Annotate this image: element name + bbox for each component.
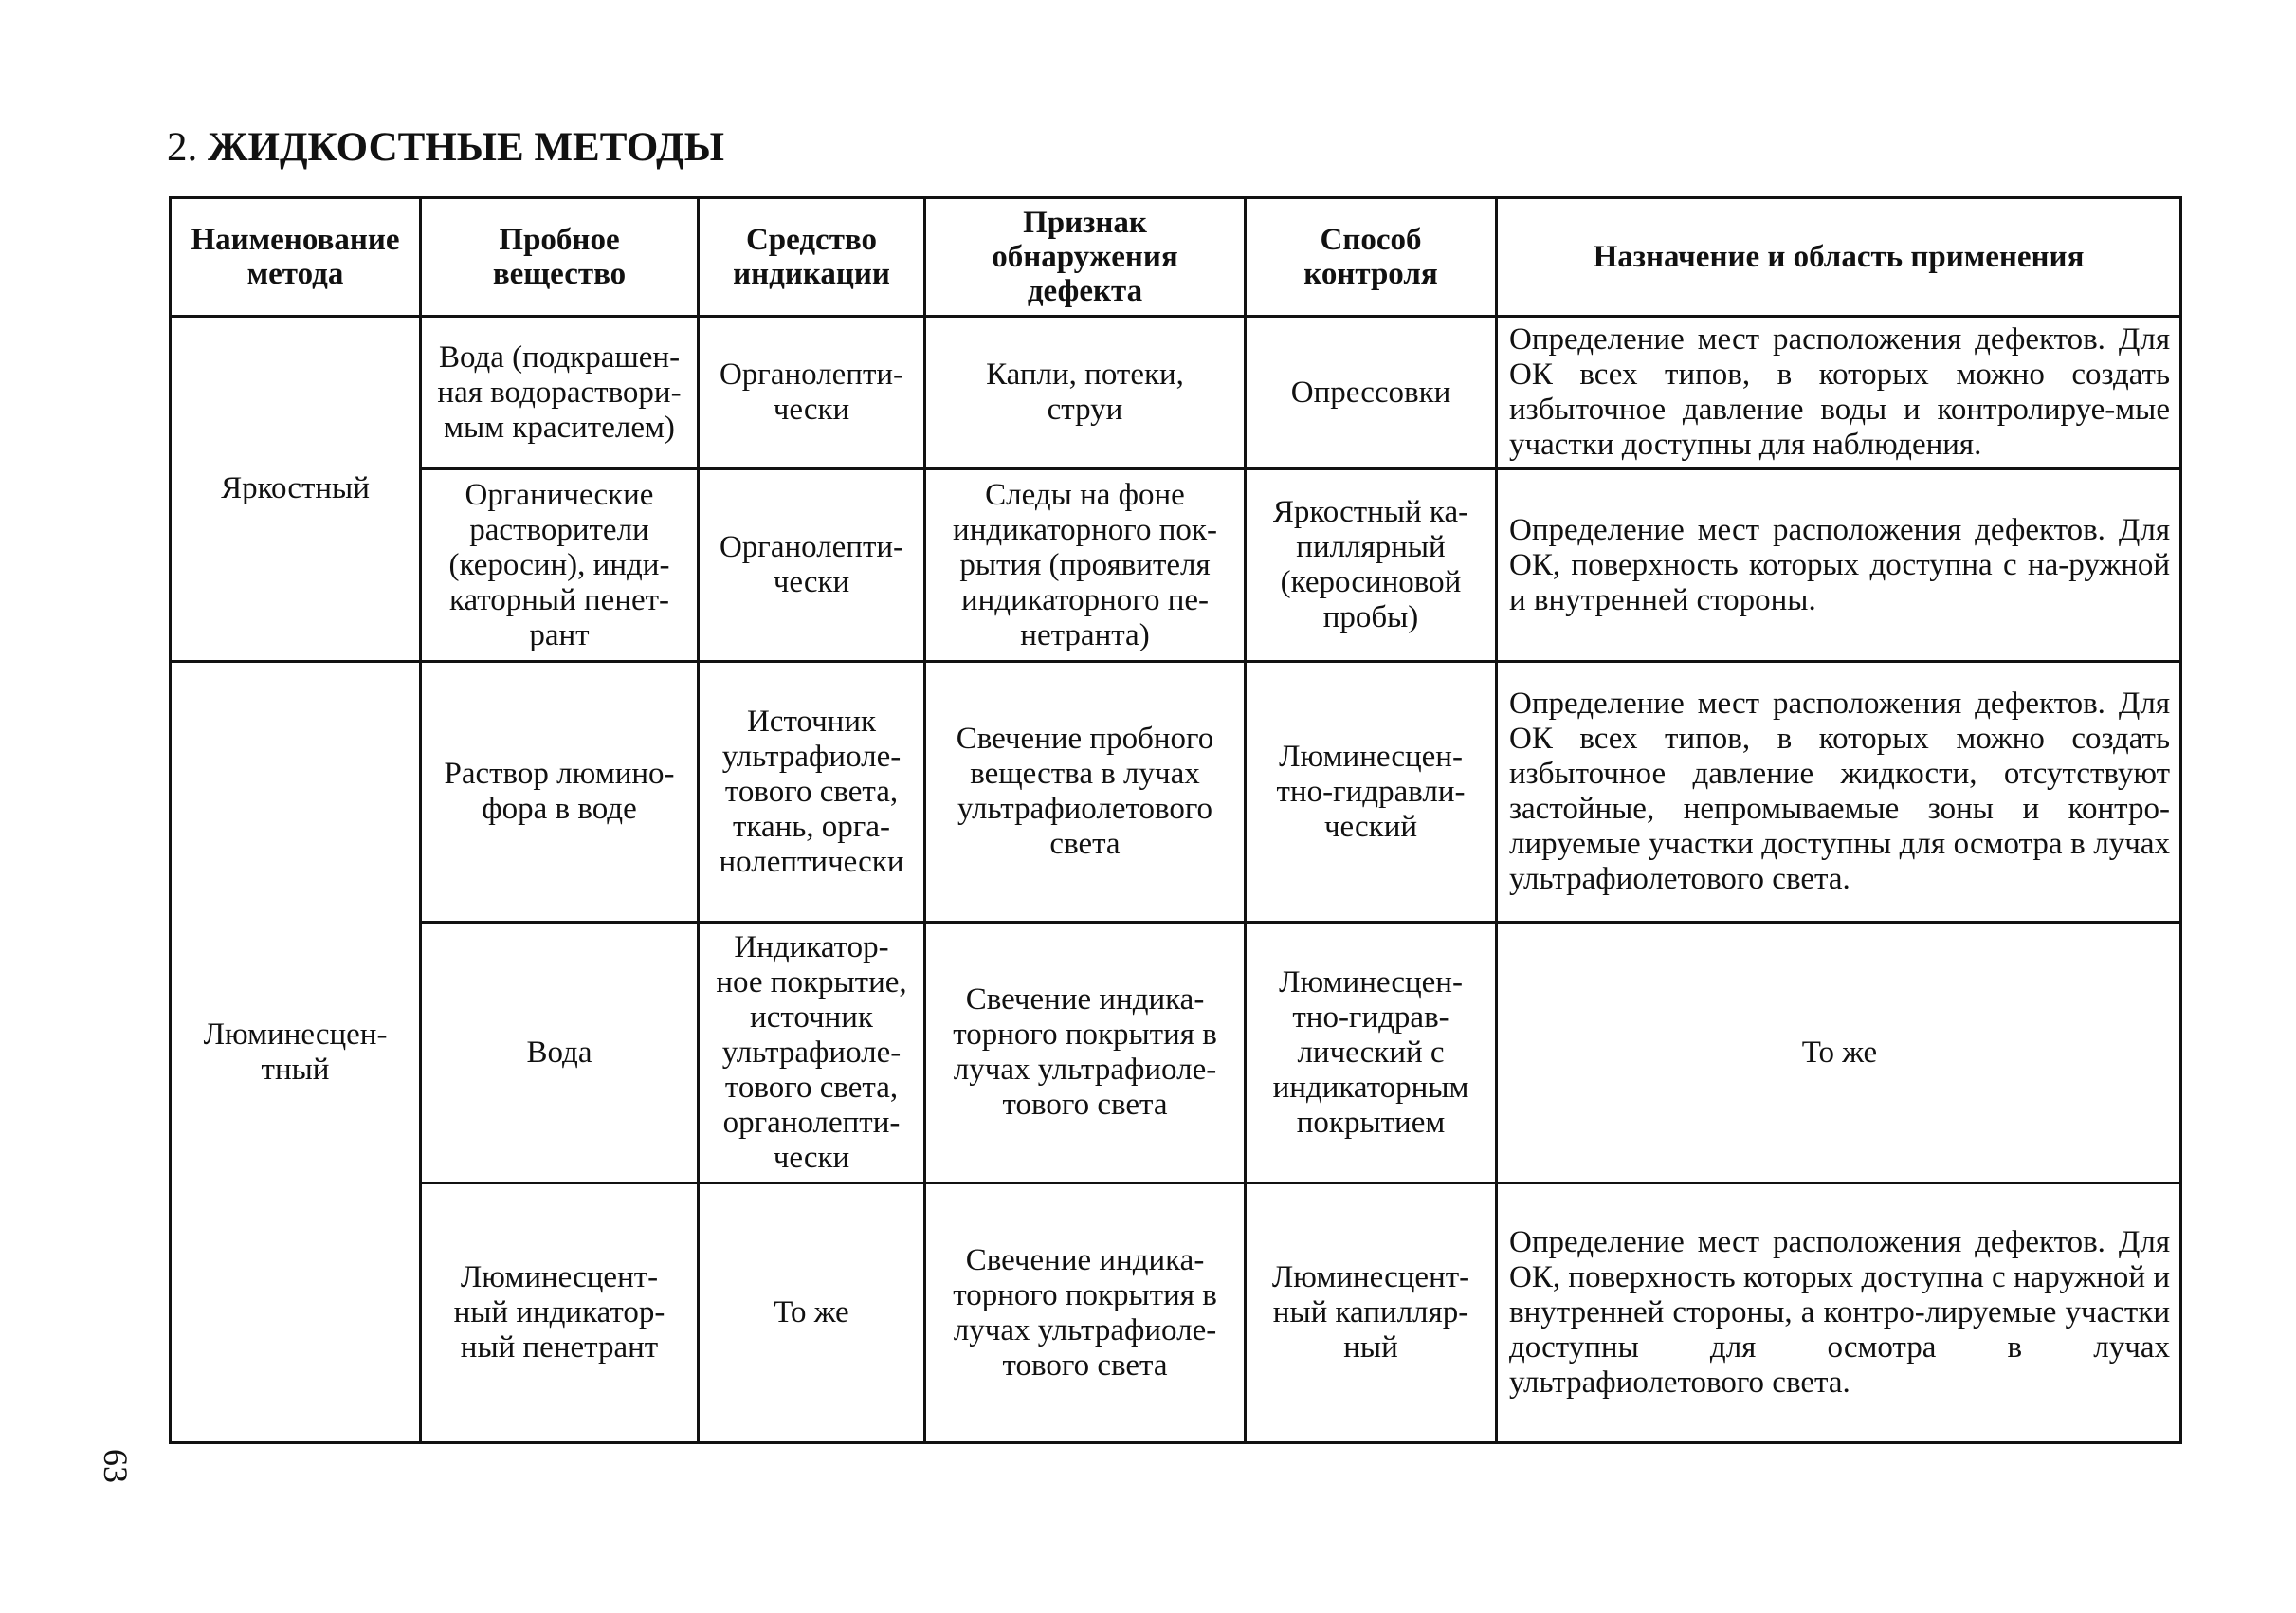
purpose-cell: То же: [1497, 923, 2181, 1183]
indication-cell: Органолепти- чески: [699, 469, 925, 662]
method-name-cell: Люминесцен- тный: [171, 662, 421, 1443]
table-row: [171, 469, 2181, 662]
section-number: 2.: [167, 125, 198, 170]
control-cell: Опрессовки: [1246, 317, 1497, 469]
table-row: [171, 923, 2181, 1183]
table-header-row: [171, 198, 2181, 317]
header-test-substance: Пробное вещество: [421, 198, 699, 317]
header-defect-sign: Признак обнаружения дефекта: [925, 198, 1246, 317]
control-cell: Яркостный ка- пиллярный (керосиновой пробы): [1246, 469, 1497, 662]
purpose-cell: Определение мест расположения дефектов. Для ОК, поверхность которых доступна с наружной и внутренней стороны, а контро-лируемые участки доступны для осмотра в лучах ультрафиолетового света.: [1497, 1183, 2181, 1443]
page-number: 63: [97, 1449, 135, 1483]
indication-cell: То же: [699, 1183, 925, 1443]
purpose-cell: Определение мест расположения дефектов. Для ОК всех типов, в которых можно создать избыточное давление воды и контролируе-мые участки доступны для наблюдения.: [1497, 317, 2181, 469]
indication-cell: Источник ультрафиоле- тового света, ткань, орга- нолептически: [699, 662, 925, 923]
defect-sign-cell: Свечение индика- торного покрытия в лучах ультрафиоле- тового света: [925, 1183, 1246, 1443]
header-purpose: Назначение и область применения: [1497, 198, 2181, 317]
substance-cell: Органические растворители (керосин), инди- каторный пенет- рант: [421, 469, 699, 662]
page-title: [167, 123, 724, 173]
substance-cell: Раствор люмино- фора в воде: [421, 662, 699, 923]
defect-sign-cell: Капли, потеки, струи: [925, 317, 1246, 469]
substance-cell: Вода: [421, 923, 699, 1183]
indication-cell: Органолепти- чески: [699, 317, 925, 469]
header-method-name: Наименование метода: [171, 198, 421, 317]
substance-cell: Вода (подкрашен- ная водораствори- мым красителем): [421, 317, 699, 469]
liquid-methods-table: [169, 196, 2182, 1444]
purpose-cell: Определение мест расположения дефектов. Для ОК всех типов, в которых можно создать избыточное давление жидкости, отсутствуют застойные, непромываемые зоны и контро-лируемые участки доступны для осмотра в лучах ультрафиолетового света.: [1497, 662, 2181, 923]
defect-sign-cell: Следы на фоне индикаторного пок- рытия (проявителя индикаторного пе- нетранта): [925, 469, 1246, 662]
indication-cell: Индикатор- ное покрытие, источник ультрафиоле- тового света, органолепти- чески: [699, 923, 925, 1183]
control-cell: Люминесцент- ный капилляр- ный: [1246, 1183, 1497, 1443]
table-row: [171, 1183, 2181, 1443]
table-row: [171, 662, 2181, 923]
section-title: ЖИДКОСТНЫЕ МЕТОДЫ: [208, 125, 724, 170]
header-indication-means: Средство индикации: [699, 198, 925, 317]
control-cell: Люминесцен- тно-гидравли- ческий: [1246, 662, 1497, 923]
defect-sign-cell: Свечение пробного вещества в лучах ультрафиолетового света: [925, 662, 1246, 923]
method-name-cell: Яркостный: [171, 317, 421, 662]
substance-cell: Люминесцент- ный индикатор- ный пенетрант: [421, 1183, 699, 1443]
table-row: [171, 317, 2181, 469]
header-control-method: Способ контроля: [1246, 198, 1497, 317]
purpose-cell: Определение мест расположения дефектов. Для ОК, поверхность которых доступна с на-ружной и внутренней стороны.: [1497, 469, 2181, 662]
defect-sign-cell: Свечение индика- торного покрытия в лучах ультрафиоле- тового света: [925, 923, 1246, 1183]
control-cell: Люминесцен- тно-гидрав- лический с индикаторным покрытием: [1246, 923, 1497, 1183]
